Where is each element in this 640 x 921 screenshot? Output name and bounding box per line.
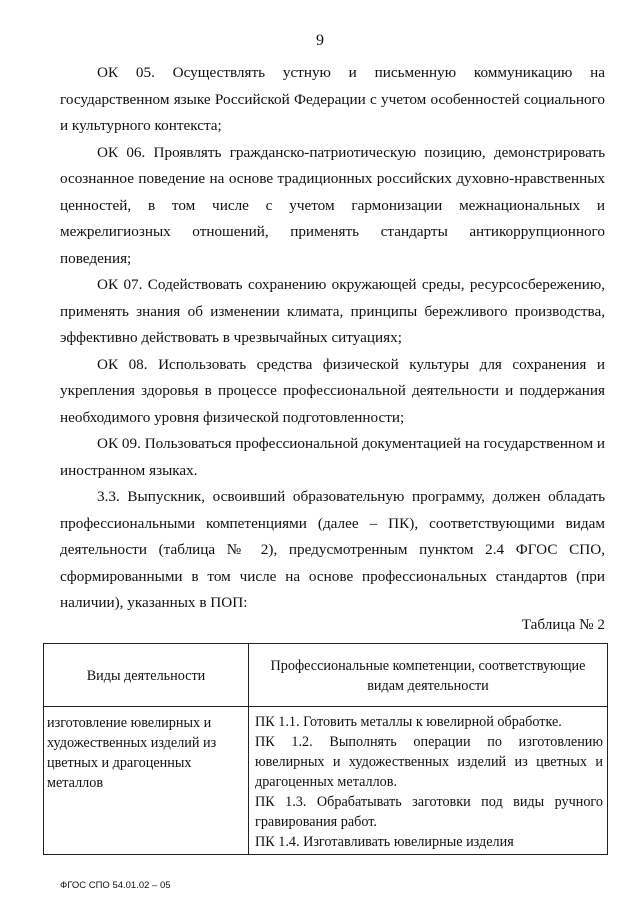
paragraph-ok06: ОК 06. Проявлять гражданско-патриотическую позицию, демонстрировать осознанное поведение на основе традиционных российских духовно-нравственных ценностей, в том числе с учетом гармонизации межнациональных и межрелигиозных отношений, применять стандарты антикоррупционного поведения; — [60, 143, 605, 267]
paragraph-ok07: ОК 07. Содействовать сохранению окружающей среды, ресурсосбережению, применять знания об изменении климата, принципы бережливого производства, эффективно действовать в чрезвычайных ситуациях; — [60, 276, 605, 346]
table-row — [44, 707, 608, 855]
activity-cell: изготовление ювелирных и художественных изделий из цветных и драгоценных металлов — [44, 707, 249, 855]
table-header-row — [44, 644, 608, 707]
table-caption: Таблица № 2 — [521, 616, 605, 633]
header-activity: Виды деятельности — [44, 644, 249, 707]
footer-code: ФГОС СПО 54.01.02 – 05 — [60, 880, 171, 891]
paragraph-ok05: ОК 05. Осуществлять устную и письменную коммуникацию на государственном языке Российской Федерации с учетом особенностей социального и культурного контекста; — [60, 64, 605, 134]
competencies-table — [43, 643, 608, 855]
header-competencies: Профессиональные компетенции, соответствующие видам деятельности — [249, 644, 608, 707]
paragraph-ok08: ОК 08. Использовать средства физической культуры для сохранения и укрепления здоровья в процессе профессиональной деятельности и поддержания необходимого уровня физической подготовленности; — [60, 355, 605, 426]
competencies-cell — [249, 707, 608, 855]
paragraph-ok09: ОК 09. Пользоваться профессиональной документацией на государственном и иностранном языках. — [60, 435, 605, 479]
competency-pk-1-3: ПК 1.3. Обрабатывать заготовки под виды ручного гравирования работ. — [255, 794, 603, 830]
competency-pk-1-2: ПК 1.2. Выполнять операции по изготовлению ювелирных и художественных изделий из цветных и драгоценных металлов. — [255, 734, 603, 790]
body-text — [60, 60, 605, 617]
page-number: 9 — [316, 32, 324, 49]
paragraph-3-3: 3.3. Выпускник, освоивший образовательную программу, должен обладать профессиональными компетенциями (далее – ПК), соответствующими видам деятельности (таблица № 2), предусмотренным пунктом 2.4 ФГОС СПО, сформированными в том числе на основе профессиональных стандартов (при наличии), указанных в ПОП: — [60, 488, 605, 611]
competency-pk-1-4: ПК 1.4. Изготавливать ювелирные изделия — [255, 834, 514, 850]
competency-pk-1-1: ПК 1.1. Готовить металлы к ювелирной обработке. — [255, 714, 562, 730]
